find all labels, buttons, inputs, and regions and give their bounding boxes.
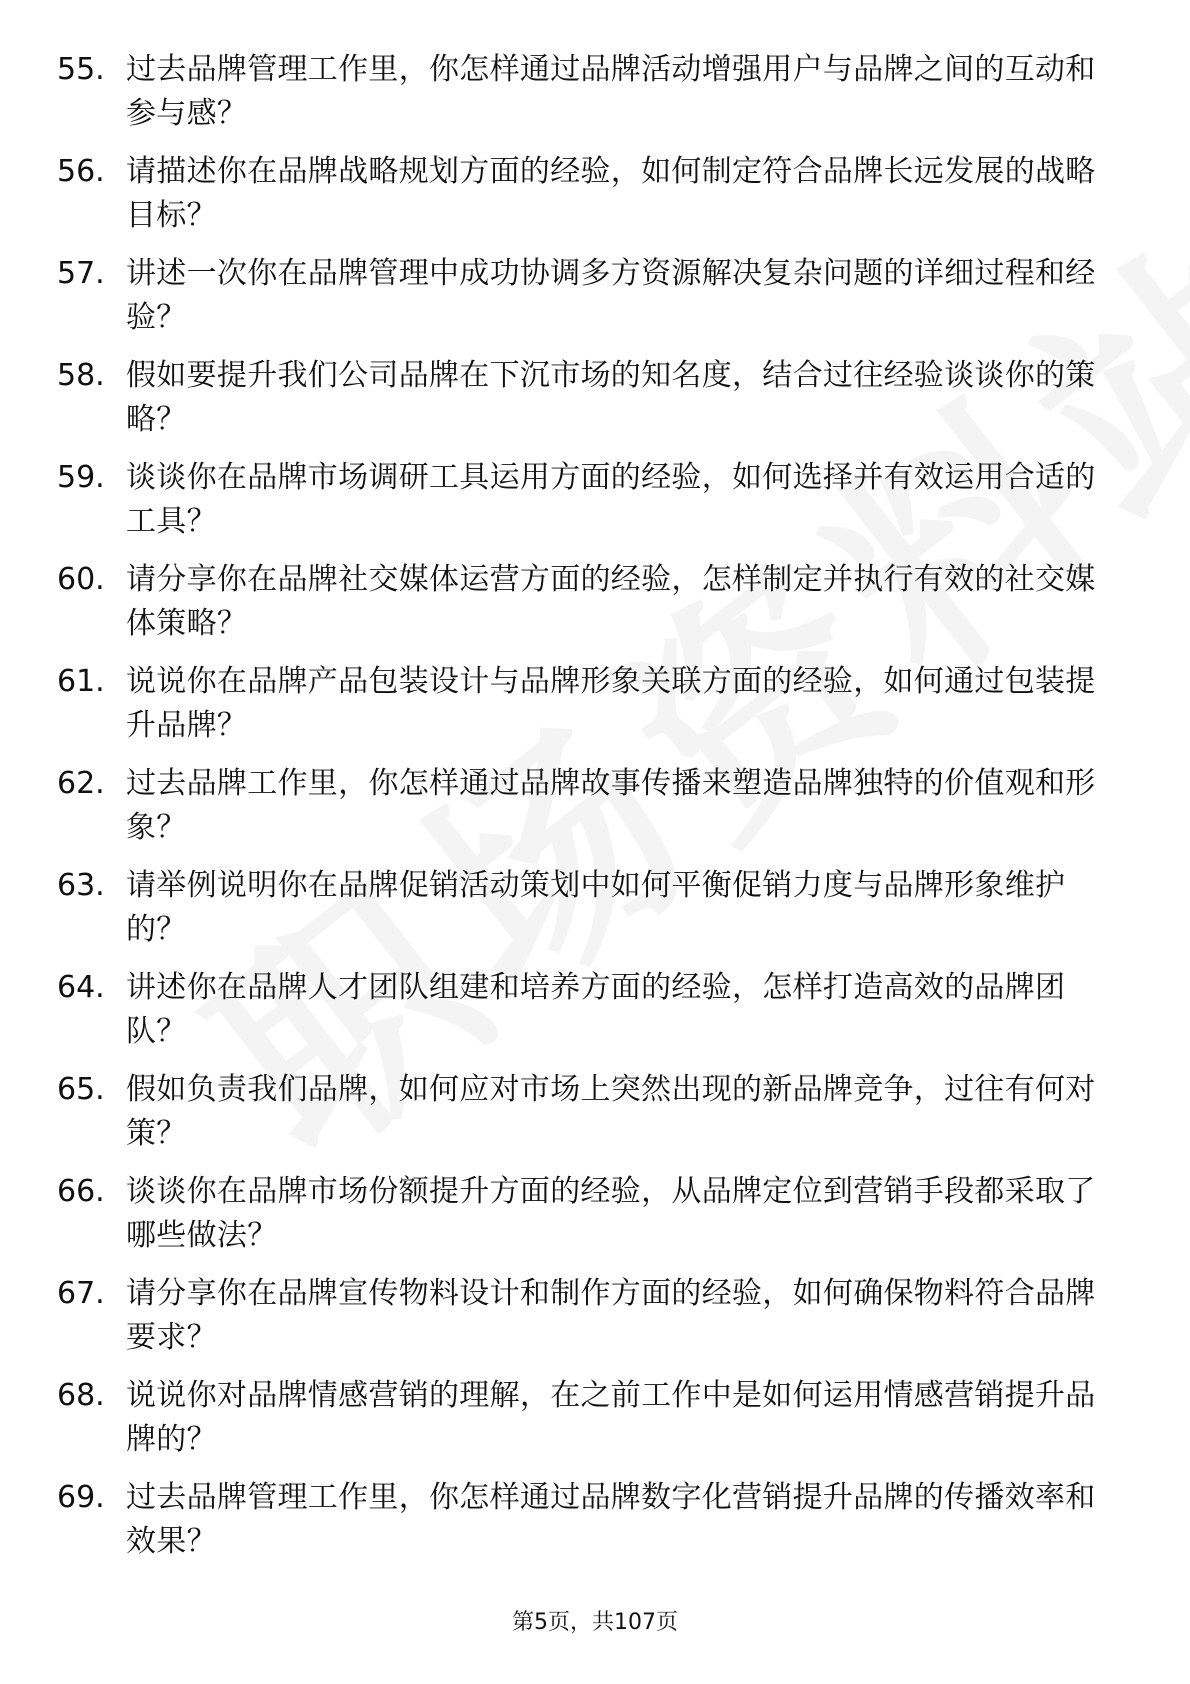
question-number: 57. (57, 256, 105, 291)
question-item (0, 864, 1190, 966)
question-text: 过去品牌管理工作里，你怎样通过品牌活动增强用户与品牌之间的互动和参与感？ (126, 52, 1096, 131)
question-number: 65. (57, 1072, 105, 1107)
question-item (0, 354, 1190, 456)
question-number: 69. (57, 1480, 105, 1515)
question-number: 60. (57, 562, 105, 597)
question-item (0, 456, 1190, 558)
question-number: 56. (57, 154, 105, 189)
question-text: 请描述你在品牌战略规划方面的经验，如何制定符合品牌长远发展的战略目标？ (126, 154, 1096, 233)
question-item (0, 1068, 1190, 1170)
question-number: 63. (57, 868, 105, 903)
question-text: 说说你在品牌产品包装设计与品牌形象关联方面的经验，如何通过包装提升品牌？ (126, 664, 1096, 743)
page-footer: 第5页，共107页 (512, 1610, 678, 1635)
question-text: 谈谈你在品牌市场调研工具运用方面的经验，如何选择并有效运用合适的工具？ (126, 460, 1096, 539)
question-item (0, 1170, 1190, 1272)
question-text: 请分享你在品牌宣传物料设计和制作方面的经验，如何确保物料符合品牌要求？ (126, 1276, 1096, 1355)
question-item (0, 966, 1190, 1068)
question-text: 过去品牌管理工作里，你怎样通过品牌数字化营销提升品牌的传播效率和效果？ (126, 1480, 1096, 1559)
question-number: 67. (57, 1276, 105, 1311)
question-number: 58. (57, 358, 105, 393)
question-text: 假如要提升我们公司品牌在下沉市场的知名度，结合过往经验谈谈你的策略？ (126, 358, 1096, 437)
question-text: 过去品牌工作里，你怎样通过品牌故事传播来塑造品牌独特的价值观和形象？ (126, 766, 1096, 845)
question-text: 讲述一次你在品牌管理中成功协调多方资源解决复杂问题的详细过程和经验？ (126, 256, 1096, 335)
question-number: 55. (57, 52, 105, 87)
question-item (0, 1272, 1190, 1374)
question-number: 66. (57, 1174, 105, 1209)
question-number: 61. (57, 664, 105, 699)
question-text: 请分享你在品牌社交媒体运营方面的经验，怎样制定并执行有效的社交媒体策略？ (126, 562, 1096, 641)
question-item (0, 1374, 1190, 1476)
question-item (0, 150, 1190, 252)
question-text: 谈谈你在品牌市场份额提升方面的经验，从品牌定位到营销手段都采取了哪些做法？ (126, 1174, 1096, 1253)
question-list (0, 48, 1190, 1578)
question-number: 68. (57, 1378, 105, 1413)
question-text: 请举例说明你在品牌促销活动策划中如何平衡促销力度与品牌形象维护的？ (126, 868, 1066, 947)
question-number: 59. (57, 460, 105, 495)
question-item (0, 1476, 1190, 1578)
question-text: 假如负责我们品牌，如何应对市场上突然出现的新品牌竞争，过往有何对策？ (126, 1072, 1096, 1151)
question-item (0, 762, 1190, 864)
question-number: 64. (57, 970, 105, 1005)
question-item (0, 558, 1190, 660)
question-item (0, 660, 1190, 762)
question-item (0, 252, 1190, 354)
question-text: 说说你对品牌情感营销的理解，在之前工作中是如何运用情感营销提升品牌的？ (126, 1378, 1096, 1457)
question-text: 讲述你在品牌人才团队组建和培养方面的经验，怎样打造高效的品牌团队？ (126, 970, 1066, 1049)
question-number: 62. (57, 766, 105, 801)
question-item (0, 48, 1190, 150)
